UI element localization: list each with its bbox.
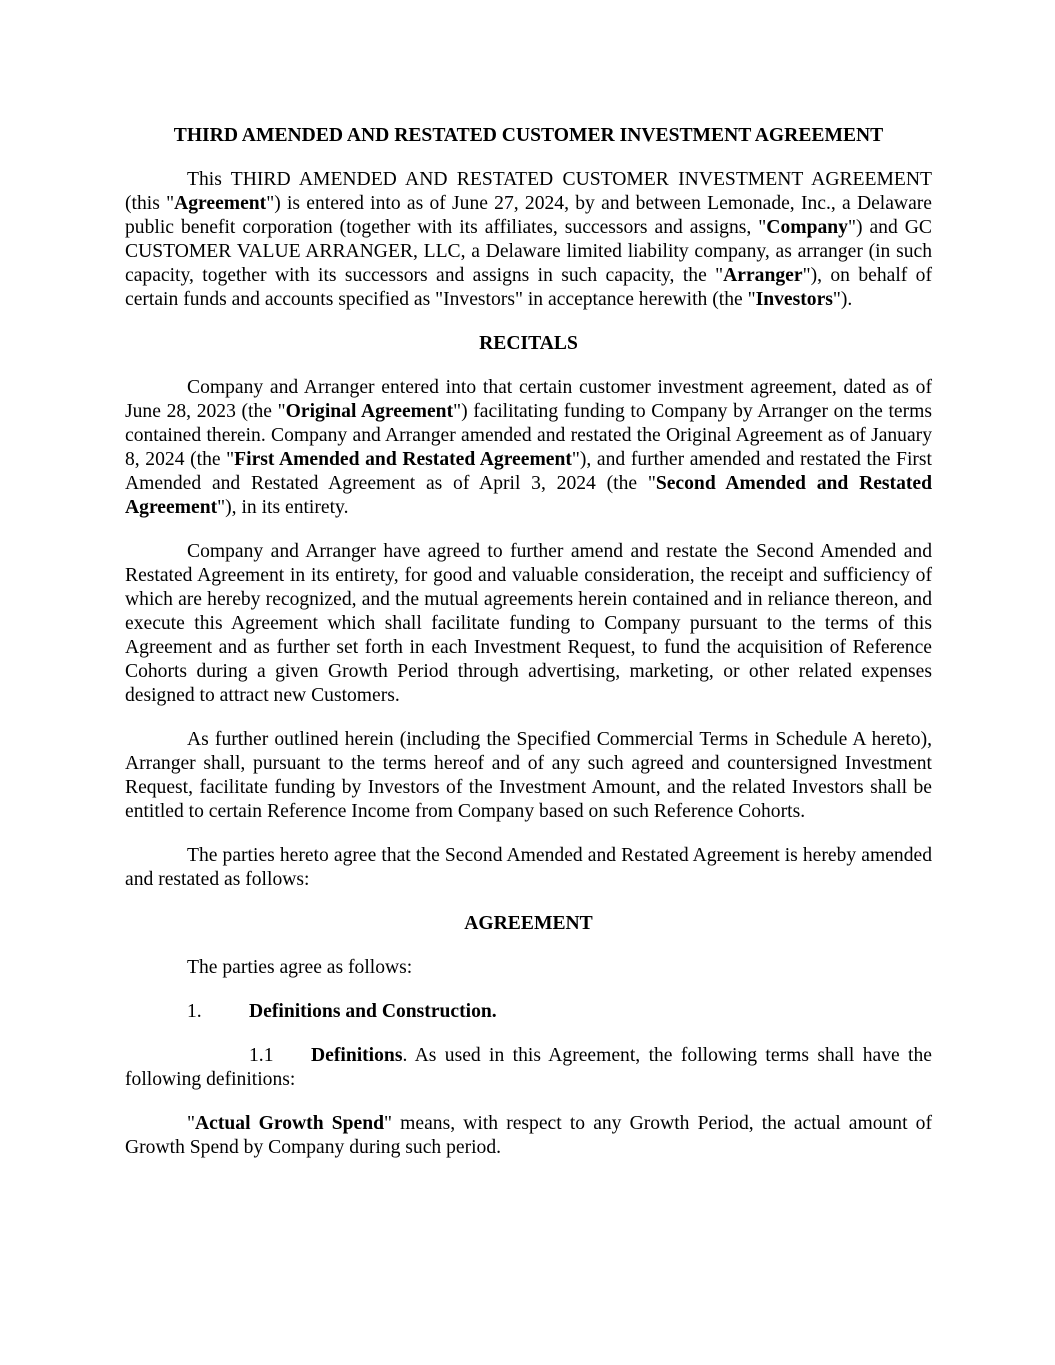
defined-term-agreement: Agreement [174, 193, 267, 214]
recital1-text-2: ") facilitating funding to Company by Arranger on the terms contained therein. Company and Arranger amended and restated the Original Agreement as of January 8, 2024 (the " [125, 401, 933, 470]
parties-agree-text: The parties agree as follows: [187, 957, 413, 978]
definition-actual-growth-spend [125, 1112, 932, 1160]
recital-paragraph-3: As further outlined herein (including the Specified Commercial Terms in Schedule A hereto), Arranger shall, pursuant to the terms hereof and of any such agreed and countersigned Investment Request, facilitate funding by Investors of the Investment Amount, and the related Investors shall be entitled to certain Reference Income from Company based on such Reference Cohorts. [125, 729, 932, 822]
section-1-heading [187, 1000, 932, 1024]
recital1-text-4: "), in its entirety. [217, 497, 349, 518]
recital-paragraph-4: The parties hereto agree that the Second Amended and Restated Agreement is hereby amended and restated as follows: [125, 845, 932, 890]
definition-text: " means, with respect to any Growth Period, the actual amount of Growth Spend by Company during such period. [125, 1113, 932, 1158]
defined-term-company: Company [766, 217, 848, 238]
defined-term-original-agreement: Original Agreement [285, 401, 454, 422]
section-1-1 [125, 1044, 932, 1092]
document-title: THIRD AMENDED AND RESTATED CUSTOMER INVESTMENT AGREEMENT [173, 125, 884, 146]
section-1-title: Definitions and Construction. [249, 1001, 497, 1022]
intro-text-5: "). [832, 289, 853, 310]
section-1-1-text: . As used in this Agreement, the following terms shall have the following definitions: [125, 1045, 932, 1090]
intro-text-3: ") and GC CUSTOMER VALUE ARRANGER, LLC, a Delaware limited liability company, as arranger (in such capacity, together with its successors and assigns in such capacity, the " [125, 217, 932, 286]
defined-term-investors: Investors [755, 289, 833, 310]
section-1-1-title: Definitions [311, 1045, 403, 1066]
recitals-heading: RECITALS [479, 333, 578, 354]
intro-paragraph [125, 168, 932, 312]
intro-text-4: "), on behalf of certain funds and accounts specified as "Investors" in acceptance herewith (the " [125, 265, 932, 310]
section-1-number: 1. [187, 1001, 202, 1022]
recital1-text-3: "), and further amended and restated the First Amended and Restated Agreement as of April 3, 2024 (the " [125, 449, 932, 494]
recital-paragraph-1 [125, 376, 932, 520]
section-1-1-number: 1.1 [249, 1045, 274, 1066]
intro-text-1: This THIRD AMENDED AND RESTATED CUSTOMER INVESTMENT AGREEMENT (this " [125, 169, 932, 214]
intro-text-2: ") is entered into as of June 27, 2024, by and between Lemonade, Inc., a Delaware public benefit corporation (together with its affiliates, successors and assigns, " [125, 193, 933, 238]
defined-term-second-amended: Second Amended and Restated Agreement [125, 473, 932, 518]
defined-term-arranger: Arranger [723, 265, 803, 286]
definition-open-quote: " [187, 1113, 195, 1134]
document-page [125, 124, 932, 1180]
recital-paragraph-2: Company and Arranger have agreed to further amend and restate the Second Amended and Restated Agreement in its entirety, for good and valuable consideration, the receipt and sufficiency of which are hereby recognized, and the mutual agreements herein contained and in reliance thereon, and execute this Agreement which shall facilitate funding to Company pursuant to the terms of this Agreement and as further set forth in each Investment Request, to fund the acquisition of Reference Cohorts during a given Growth Period through advertising, marketing, or other related expenses designed to attract new Customers. [125, 541, 932, 706]
recital1-text-1: Company and Arranger entered into that certain customer investment agreement, dated as of June 28, 2023 (the " [125, 377, 932, 422]
agreement-heading: AGREEMENT [464, 913, 593, 934]
defined-term-actual-growth-spend: Actual Growth Spend [195, 1113, 385, 1134]
defined-term-first-amended: First Amended and Restated Agreement [234, 449, 572, 470]
